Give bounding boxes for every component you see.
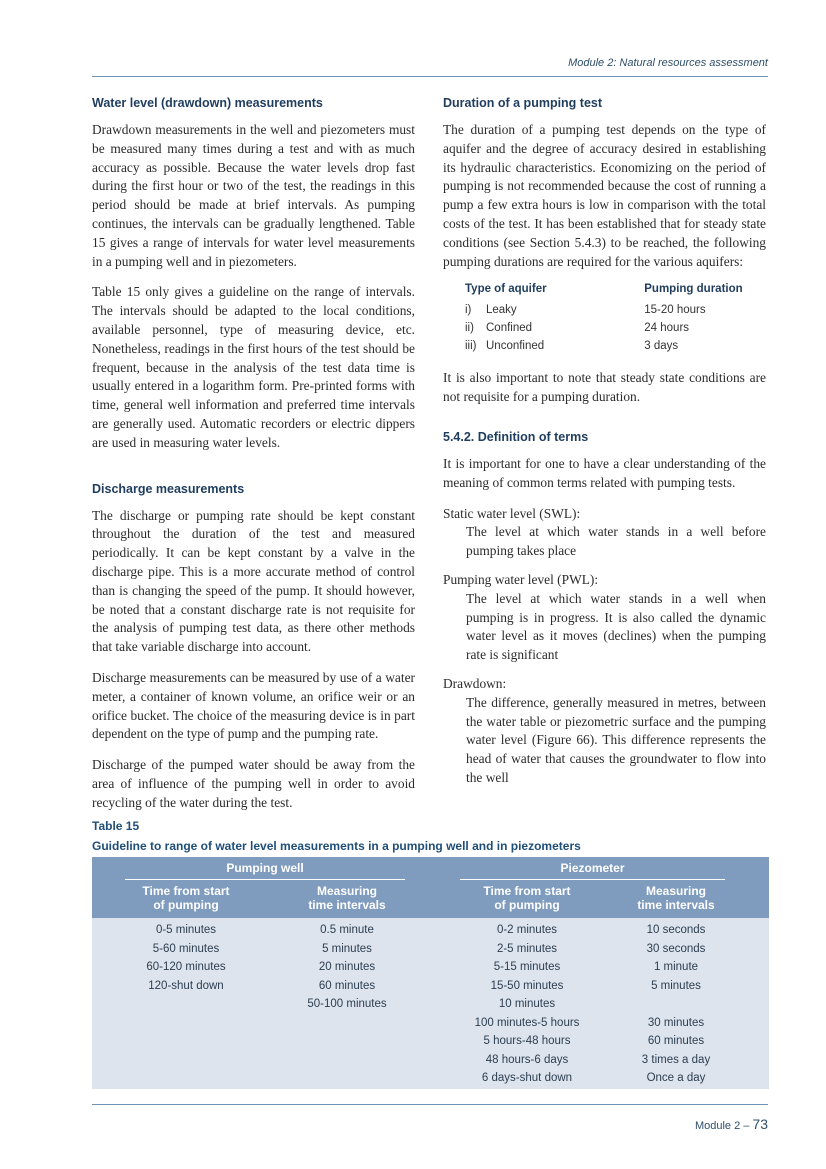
table-row: ii) Confined 24 hours (465, 322, 690, 335)
page-number: 73 (752, 1116, 768, 1132)
column-header: Time from start of pumping (483, 884, 571, 912)
term-name: Pumping water level (PWL): (443, 571, 599, 587)
table-row (92, 995, 769, 1014)
table-row (92, 1014, 769, 1033)
table-cell: 50-100 minutes (307, 998, 387, 1010)
term-definition: The level at which water stands in a well before pumping takes place (466, 524, 766, 559)
table-cell: 20 minutes (318, 961, 376, 973)
table-cell: 3 times a day (641, 1053, 711, 1066)
table-label: Table 15 (92, 819, 140, 833)
table-cell: 5 hours-48 hours (483, 1035, 571, 1047)
table-cell: 5 minutes (322, 942, 372, 955)
table-cell: 5 minutes (651, 979, 701, 992)
left-column (92, 95, 415, 825)
paragraph: Discharge measurements can be measured by use of a water meter, a container of known volume, an orifice weir or an orifice bucket. The choice of the measuring device is in part dependent on the type of pump and the pumping rate. (92, 669, 415, 742)
table-cell: 0-5 minutes (155, 924, 217, 936)
column-header: Time from start of pumping (142, 884, 230, 912)
table-cell: 15-50 minutes (490, 979, 564, 992)
table-cell: 0-2 minutes (496, 924, 558, 936)
column-header: Measuring time intervals (637, 884, 715, 912)
column-header: Measuring time intervals (308, 884, 386, 912)
section-heading-duration: Duration of a pumping test (443, 96, 603, 110)
table-cell: 30 minutes (647, 1016, 705, 1029)
table-cell: 5-60 minutes (152, 942, 220, 955)
section-heading-discharge: Discharge measurements (92, 481, 245, 496)
paragraph: Discharge of the pumped water should be away from the area of influence of the pumping well in order to avoid recycling of the water during the test. (92, 757, 415, 810)
table-row (92, 1051, 769, 1070)
table-title: Guideline to range of water level measurements in a pumping well and in piezometers (92, 839, 581, 853)
table-row (92, 958, 769, 977)
group-header-piezometer: Piezometer (560, 861, 625, 875)
table-cell: 2-5 minutes (496, 942, 558, 955)
footer-module: Module 2 – (694, 1120, 753, 1132)
table-cell: 100 minutes-5 hours (474, 1016, 580, 1029)
table-header (92, 857, 769, 918)
table-15 (92, 857, 769, 1089)
table-cell: Once a day (646, 1072, 706, 1084)
column-header: Type of aquifer (465, 283, 547, 296)
column-header: Pumping duration (644, 283, 743, 296)
table-cell: 1 minute (653, 961, 699, 973)
pumping-duration-table (465, 283, 765, 355)
term-name: Static water level (SWL): (443, 505, 581, 521)
term-name: Drawdown: (443, 675, 507, 691)
paragraph: The discharge or pumping rate should be kept constant throughout the duration of the test and measured periodically. It can be kept constant by a valve in the discharge pipe. This is a more accurate method of control than is changing the speed of the pump. It should however, be noted that a constant discharge rate is not requisite for the analysis of pumping test data, as there other methods that take variable discharge into account. (92, 507, 415, 655)
term-definition: The level at which water stands in a well when pumping is in progress. It is also called the dynamic water level as it moves (declines) when the pumping rate is significant (466, 590, 766, 663)
table-cell: 0.5 minute (320, 924, 374, 936)
section-heading-definitions: 5.4.2. Definition of terms (443, 429, 589, 444)
table-cell: 6 days-shut down (481, 1072, 573, 1084)
table-cell: 60 minutes (647, 1035, 705, 1047)
group-divider (460, 879, 725, 880)
page-footer (695, 1116, 768, 1132)
table-row (92, 1069, 769, 1088)
table-cell: 60 minutes (318, 979, 376, 992)
table-row (92, 921, 769, 940)
paragraph: It is also important to note that steady state conditions are not requisite for a pumping duration. (443, 370, 766, 405)
paragraph: Drawdown measurements in the well and piezometers must be measured many times during a test and with as much accuracy as possible. Because the water levels drop fast during the first hour or two of the test, the readings in this period should be made at brief intervals. As pumping continues, the intervals can be gradually lengthened. Table 15 gives a range of intervals for water level measurements in a pumping well and in piezometers. (92, 122, 415, 269)
table-cell: 5-15 minutes (493, 961, 561, 973)
footer-divider (92, 1104, 768, 1105)
group-header-pumping-well: Pumping well (226, 861, 304, 875)
table-cell: 30 seconds (646, 942, 706, 955)
table-row (92, 1032, 769, 1051)
running-header: Module 2: Natural resources assessment (568, 57, 768, 69)
table-cell: 60-120 minutes (146, 961, 226, 973)
header-divider (92, 76, 768, 77)
table-cell: 120-shut down (148, 979, 224, 992)
table-cell: 10 seconds (646, 924, 706, 936)
table-row: iii) Unconfined 3 days (465, 340, 679, 353)
table-cell: 48 hours-6 days (485, 1053, 569, 1066)
paragraph: It is important for one to have a clear understanding of the meaning of common terms related with pumping tests. (443, 455, 766, 490)
section-heading-water-level: Water level (drawdown) measurements (92, 96, 323, 110)
table-row (92, 940, 769, 959)
table-caption (92, 816, 581, 856)
table-body (92, 921, 769, 1088)
group-divider (125, 879, 405, 880)
table-cell: 10 minutes (498, 998, 556, 1010)
table-row: i) Leaky 15-20 hours (465, 304, 706, 317)
table-row (92, 977, 769, 996)
paragraph: The duration of a pumping test depends on the type of aquifer and the degree of accuracy desired in establishing its hydraulic characteristics. Economizing on the period of pumping is not recommended because the cost of running a pump a few extra hours is low in comparison with the total costs of the test. It has been established that for steady state conditions (see Section 5.4.3) to be reached, the following pumping durations are required for the various aquifers: (443, 122, 766, 269)
paragraph: Table 15 only gives a guideline on the range of intervals. The intervals should be adapted to the local conditions, available personnel, type of measuring device, etc. Nonetheless, readings in the first hours of the test should be frequent, because in the analysis of the test data time is usually entered in a logarithm form. Pre-printed forms with time, general well information and preferred time intervals are generally used. Automatic recorders or electric dippers are used in measuring water levels. (92, 284, 415, 450)
term-definition: The difference, generally measured in metres, between the water table or piezometric surface and the pumping water level (Figure 66). This difference represents the head of water that causes the groundwater to flow into the well (466, 694, 766, 785)
right-column (443, 95, 766, 798)
